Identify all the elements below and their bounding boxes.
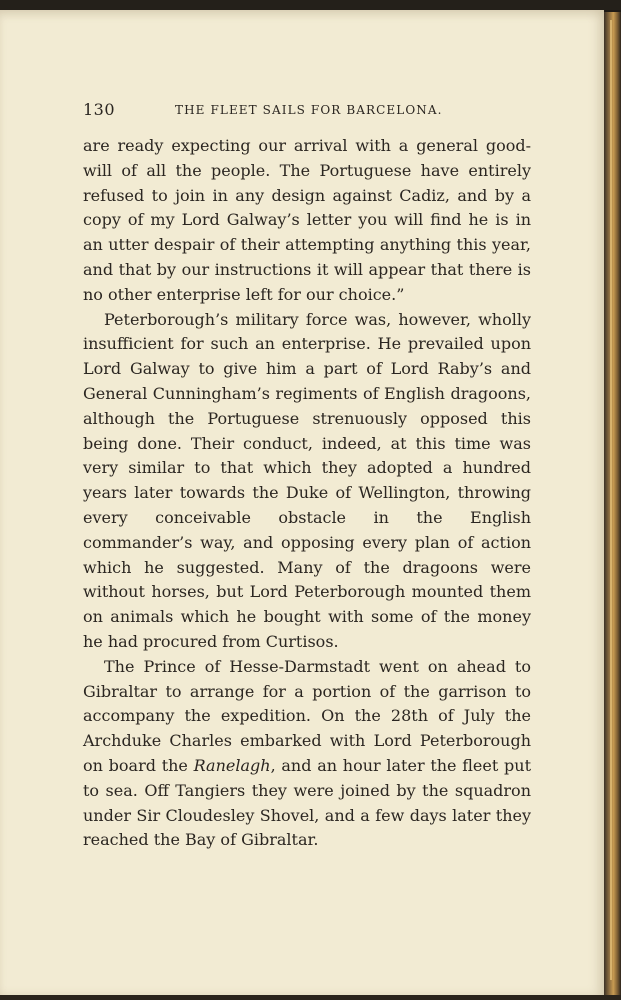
- page-number: 130: [83, 100, 116, 119]
- paragraph-2: Peterborough’s military force was, however, wholly insufficient for such an enterprise. He prevailed upon Lord Galway to give him a part of Lord Raby’s and General Cunningham’s regiments of English dragoons, although the Portuguese strenuously opposed this being done. Their conduct, indeed, at this time was very similar to that which they adopted a hundred years later towards the Duke of Wellington, throwing every conceivable obstacle in the English commander’s way, and opposing every plan of action which he suggested. Many of the dragoons were without horses, but Lord Peterborough mounted them on animals which he bought with some of the money he had procured from Curtisos.: [83, 309, 531, 651]
- page-header: [83, 100, 531, 124]
- paragraph-3-text-before: The Prince of Hesse-Darmstadt went on ahead to Gibraltar to arrange for a portion of the garrison to accompany the expedition. On the 28th of July the Archduke Charles embarked with Lord Peterborough on board the: [83, 656, 531, 775]
- paragraph-1: are ready expecting our arrival with a general good-will of all the people. The Portuguese have entirely refused to join in any design against Cadiz, and by a copy of my Lord Galway’s letter you will find he is in an utter despair of their attempting anything this year, and that by our instructions it will appear that there is no other enterprise left for our choice.”: [83, 136, 531, 304]
- ship-name: Ranelagh: [193, 755, 271, 775]
- paragraph-3: [83, 655, 531, 853]
- page-body: [83, 134, 531, 853]
- scan-top-border: [0, 0, 621, 10]
- page-edge-gilt-line: [610, 20, 612, 980]
- paragraph-3-text-after: , and an hour later the fleet put to sea. Off Tangiers they were joined by the squadron under Sir Cloudesley Shovel, and a few days later they reached the Bay of Gibraltar.: [83, 755, 532, 850]
- running-head: THE FLEET SAILS FOR BARCELONA.: [175, 103, 443, 117]
- page-edge: [604, 12, 621, 996]
- scan-bottom-border: [0, 995, 621, 1000]
- book-page: [0, 10, 604, 996]
